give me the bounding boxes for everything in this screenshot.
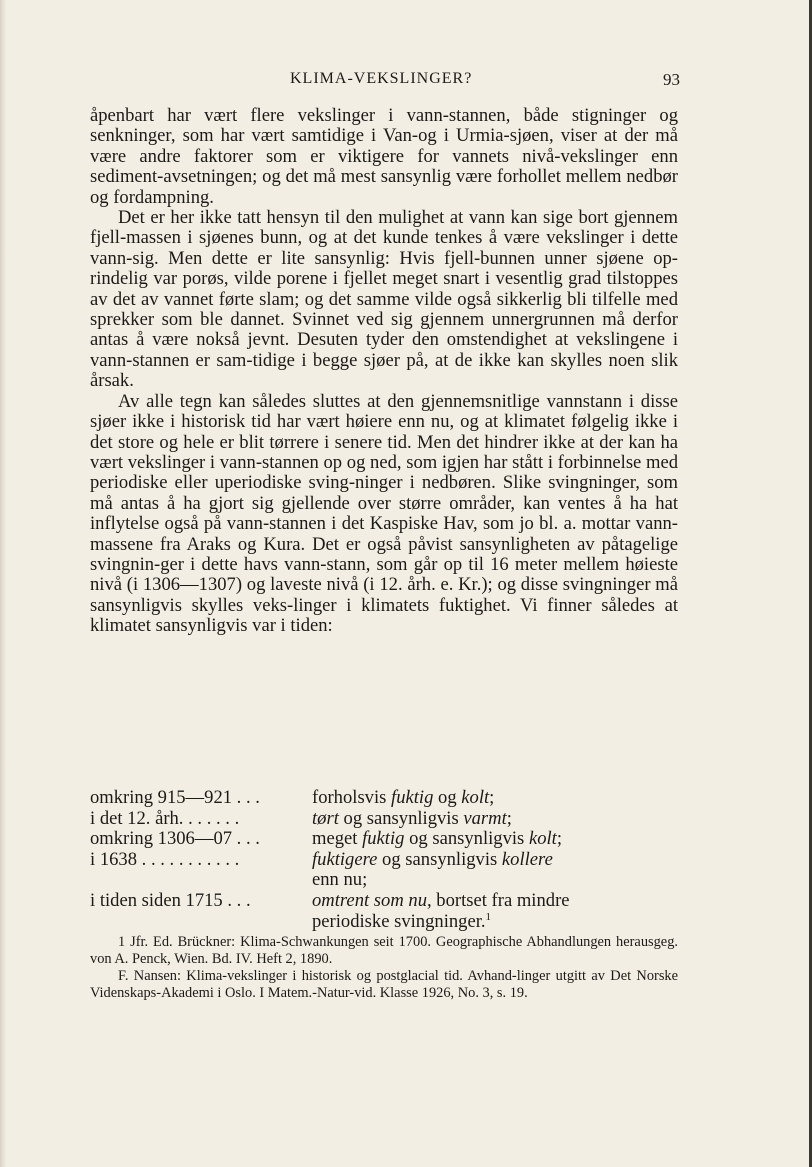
paragraph: Det er her ikke tatt hensyn til den mulighet at vann kan sige bort gjennem fjell-massen i sjøenes bunn, og at det kunde tenkes å være vekslinger i dette vann-sig. Men dette er lite sansynlig: Hvis fjell-bunnen unner sjøene op-rindelig var porøs, vilde porene i fjellet meget snart i vesentlig grad tilstoppes av det av vannet førte slam; og det samme vilde også sikkerlig bli tilfelle med sprekker som ble dannet. Svinnet ved sig gjennem unnergrunnen må derfor antas å være nokså jevnt. Desuten tyder den omstendighet at vekslingene i vann-stannen er sam-tidige i begge sjøer på, at de ikke kan skylles noen slik årsak. bbox=[90, 207, 678, 392]
footnote-marker: 1 bbox=[485, 910, 492, 923]
climate-list-item bbox=[90, 850, 678, 871]
climate-list bbox=[90, 788, 678, 932]
climate-continuation: enn nu; bbox=[312, 869, 368, 891]
climate-period: i 1638 . . . . . . . . . . . bbox=[90, 849, 240, 870]
footnote: 1 Jfr. Ed. Brückner: Klima-Schwankungen seit 1700. Geographische Abhandlungen herausgeg. von A. Penck, Wien. Bd. IV. Heft 2, 1890. bbox=[90, 934, 678, 967]
climate-continuation: periodiske svingninger.$^1$ bbox=[312, 910, 492, 932]
climate-list-item bbox=[90, 829, 678, 850]
climate-description: meget fuktig og sansynligvis kolt; bbox=[312, 828, 562, 850]
climate-description: forholsvis fuktig og kolt; bbox=[312, 787, 495, 808]
climate-period: omkring 1306—07 . . . bbox=[90, 829, 260, 850]
paragraph: Av alle tegn kan således sluttes at den gjennemsnitlige vannstann i disse sjøer ikke i historisk tid har vært høiere enn nu, og at klimatet følgelig ikke i det store og hele er blit tørrere i senere tid. Men det hindrer ikke at der kan ha vært vekslinger i vann-stannen op og ned, som igjen har stått i forbinnelse med periodiske eller uperiodiske sving-ninger i nedbøren. Slike svingninger, som må antas å ha gjort sig gjellende over større områder, kan ventes å ha hat inflytelse også på vann-stannen i det Kaspiske Hav, som jo bl. a. mottar vann-massene fra Araks og Kura. Det er også påvist sansynligheten av påtagelige svingnin-ger i dette havs vann-stann, som går op til 16 meter mellem høieste nivå (i 1306—1307) og laveste nivå (i 12. årh. e. Kr.); og disse svingninger må sansynligvis skylles veks-linger i klimatets fuktighet. Vi finner således at klimatet sansynligvis var i tiden: bbox=[90, 390, 678, 637]
body-text bbox=[90, 106, 678, 637]
footnotes bbox=[90, 934, 678, 1002]
footnote: F. Nansen: Klima-vekslinger i historisk og postglacial tid. Avhand-linger utgitt av Det Norske Videnskaps-Akademi i Oslo. I Matem.-Natur-vid. Klasse 1926, No. 3, s. 19. bbox=[90, 968, 678, 1001]
climate-list-item bbox=[90, 809, 678, 830]
climate-description: fuktigere og sansynligvis kollere bbox=[312, 848, 553, 870]
page-number: 93 bbox=[663, 70, 680, 89]
paragraph: åpenbart har vært flere vekslinger i vann-stannen, både stigninger og senkninger, som har vært samtidige i Van-og i Urmia-sjøen, viser at der må være andre faktorer som er viktigere for vannets nivå-vekslinger enn sediment-avsetningen; og det må mest sansynlig være forhollet mellem nedbør og fordampning. bbox=[90, 105, 678, 208]
running-title: KLIMA-VEKSLINGER? bbox=[290, 70, 473, 87]
page-left-edge bbox=[0, 0, 6, 1167]
climate-period: i det 12. årh. . . . . . . bbox=[90, 808, 240, 829]
climate-period: i tiden siden 1715 . . . bbox=[90, 890, 251, 911]
climate-period: omkring 915—921 . . . bbox=[90, 788, 260, 808]
climate-description: omtrent som nu, bortset fra mindre bbox=[312, 889, 570, 911]
climate-description: tørt og sansynligvis varmt; bbox=[312, 807, 512, 829]
climate-list-item bbox=[90, 788, 678, 809]
page-header bbox=[90, 70, 680, 94]
climate-list-item bbox=[90, 891, 678, 912]
